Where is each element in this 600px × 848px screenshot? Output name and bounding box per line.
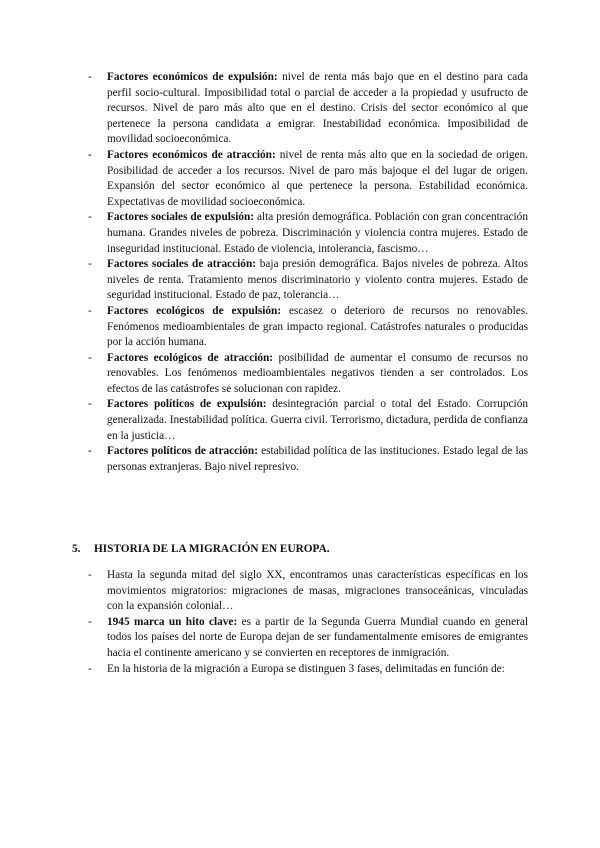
factor-text: nivel de renta más bajo que en el destino para cada perfil socio-cultural. Imposibilidad total o parcial de acceder a la propiedad y usufructo de recursos. Nivel de paro más alto que en el destino. Crisis del sector económico al que pertenece la persona candidata a emigrar. Inestabilidad económica. Imposibilidad de movilidad socioeconómica. — [107, 71, 528, 146]
factor-term: Factores políticos de atracción: — [107, 445, 258, 458]
section-heading — [72, 543, 330, 555]
factors-list — [85, 70, 528, 475]
item-text: es a partir de la Segunda Guerra Mundial cuando en general todos los países del norte de Europa dejan de ser fundamentalmente emisores de emigrantes hacia el continente americano y se convierten en receptores de inmigración. — [107, 615, 529, 659]
factor-text: escasez o deterioro de recursos no renovables. Fenómenos medioambientales de gran impacto regional. Catástrofes naturales o producidas por la acción humana. — [107, 304, 528, 349]
list-item — [85, 210, 528, 257]
factor-text: desintegración parcial o total del Estado. Corrupción generalizada. Inestabilidad política. Guerra civil. Terrorismo, dictadura, perdida de confianza en la justicia… — [107, 398, 528, 442]
factor-term: Factores políticos de expulsión: — [107, 398, 267, 411]
factor-term: Factores sociales de expulsión: — [107, 211, 255, 224]
list-item — [85, 568, 528, 615]
item-term: 1945 marca un hito clave: — [107, 615, 238, 628]
list-item — [85, 662, 528, 678]
factor-term: Factores sociales de atracción: — [107, 258, 257, 271]
bullet-dash: - — [88, 615, 92, 628]
bullet-dash: - — [88, 211, 92, 224]
factor-text: nivel de renta más alto que en la sociedad de origen. Posibilidad de acceder a los recursos. Nivel de paro más bajoque el del lugar de origen. Expansión del sector económico al que pertenece la persona. Estabilidad económica. Expectativas de movilidad socioeconómica. — [107, 148, 528, 208]
bullet-dash: - — [88, 148, 92, 161]
list-item — [85, 397, 528, 444]
factor-text: alta presión demográfica. Población con gran concentración humana. Grandes niveles de pobreza. Discriminación y violencia contra mujeres. Estado de inseguridad institucional. Estado de violencia, intolerancia, fascismo… — [107, 211, 528, 255]
list-item — [85, 615, 528, 662]
history-list — [85, 568, 528, 677]
list-item — [85, 257, 528, 304]
factor-term: Factores económicos de expulsión: — [107, 71, 278, 83]
item-text: Hasta la segunda mitad del siglo XX, encontramos unas características específicas en los movimientos migratorios: migraciones de masas, migraciones transoceánicas, vinculadas con la expansión colonial… — [107, 569, 528, 613]
bullet-dash: - — [88, 662, 92, 675]
section-number: 5. — [72, 543, 81, 555]
list-item — [85, 444, 528, 475]
factor-term: Factores económicos de atracción: — [107, 148, 276, 161]
list-item — [85, 148, 528, 210]
bullet-dash: - — [88, 71, 92, 83]
factor-term: Factores ecológicos de expulsión: — [107, 304, 282, 317]
item-text: En la historia de la migración a Europa se distinguen 3 fases, delimitadas en función de: — [107, 662, 505, 675]
bullet-dash: - — [88, 304, 92, 317]
bullet-dash: - — [88, 445, 92, 458]
bullet-dash: - — [88, 351, 92, 364]
list-item — [85, 351, 528, 398]
list-item — [85, 70, 528, 148]
bullet-dash: - — [88, 258, 92, 271]
bullet-dash: - — [88, 398, 92, 411]
factor-text: posibilidad de aumentar el consumo de recursos no renovables. Los fenómenos medioambientales negativos tienden a ser controlados. Los efectos de las catástrofes se solucionan con rapidez. — [107, 351, 528, 395]
section-title: HISTORIA DE LA MIGRACIÓN EN EUROPA. — [94, 543, 330, 555]
list-item — [85, 304, 528, 351]
factor-text: baja presión demográfica. Bajos niveles de pobreza. Altos niveles de renta. Tratamiento menos discriminatorio y violento contra mujeres. Estado de seguridad institucional. Estado de paz, tolerancia… — [107, 258, 529, 302]
bullet-dash: - — [88, 569, 92, 581]
factor-term: Factores ecológicos de atracción: — [107, 351, 274, 364]
factor-text: estabilidad política de las instituciones. Estado legal de las personas extranjeras. Bajo nivel represivo. — [107, 445, 528, 473]
